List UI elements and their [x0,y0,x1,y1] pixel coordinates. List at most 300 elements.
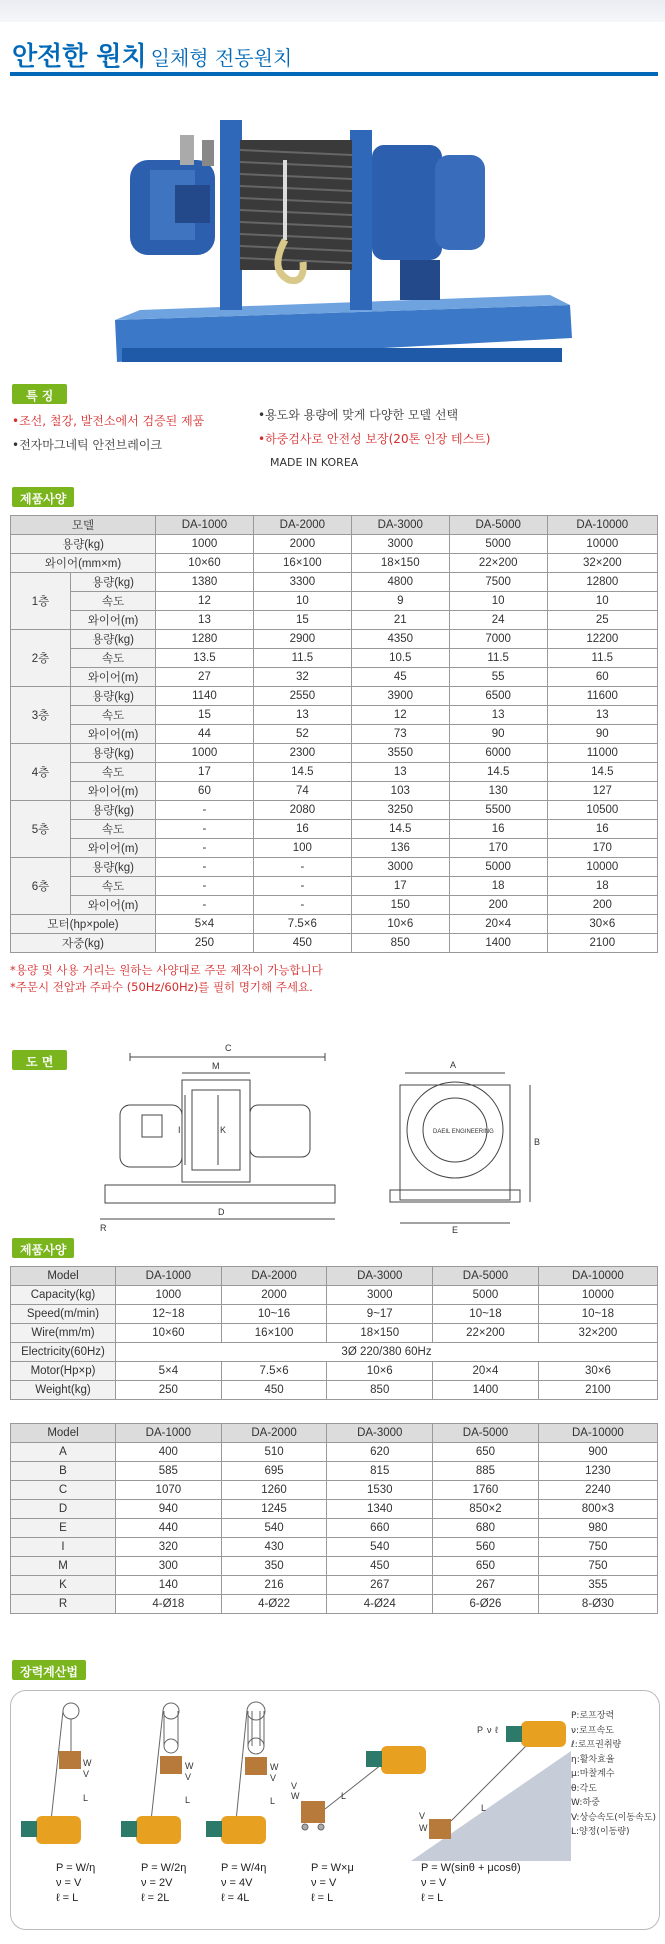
row-label: I [11,1538,116,1557]
spec1-note-1: *용량 및 사용 거리는 원하는 사양대로 주문 제작이 가능합니다 [10,963,323,977]
table-header-cell: DA-2000 [221,1424,327,1443]
drawing-label-r: R [100,1223,107,1233]
table-cell: 900 [538,1443,657,1462]
table-cell: 6000 [449,744,547,763]
table-row [11,1557,658,1576]
table-cell: 430 [221,1538,327,1557]
table-row [11,839,658,858]
table-cell: 3550 [351,744,449,763]
table-cell: 5×4 [116,1362,222,1381]
table-cell: 1760 [433,1481,539,1500]
table-row [11,1324,658,1343]
table-cell: 4350 [351,630,449,649]
table-cell: 10×60 [156,554,254,573]
table-cell: 18 [547,877,657,896]
table-cell: 267 [433,1576,539,1595]
drawing-label-e: E [452,1225,459,1235]
table-cell: - [156,877,254,896]
spec2-tag: 제품사양 [12,1238,74,1258]
formula-2: P = W/2η ν = 2V ℓ = 2L [141,1862,187,1904]
table-row [11,820,658,839]
table-cell: 510 [221,1443,327,1462]
table-row [11,1576,658,1595]
table-cell: - [156,858,254,877]
table-cell: 10 [547,592,657,611]
row-label: Motor(Hp×p) [11,1362,116,1381]
layer-label: 3층 [11,687,71,744]
table-header-cell: DA-2000 [253,516,351,535]
table-row [11,1362,658,1381]
table-cell: 9 [351,592,449,611]
table-row [11,611,658,630]
table-cell: 10 [449,592,547,611]
table-cell: 200 [547,896,657,915]
table-cell: 400 [116,1443,222,1462]
row-label: K [11,1576,116,1595]
table-header-cell: DA-1000 [156,516,254,535]
table-cell: 2080 [253,801,351,820]
row-label: Weight(kg) [11,1381,116,1400]
table-cell: 3000 [351,535,449,554]
table-cell: 885 [433,1462,539,1481]
row-label: 용량(kg) [71,573,156,592]
table-row [11,896,658,915]
table-cell: 90 [547,725,657,744]
table-header-row [11,1267,658,1286]
table-cell: 13 [351,763,449,782]
table-header-cell: DA-10000 [538,1424,657,1443]
calc-label-p5: P [477,1725,484,1735]
table-cell: 10~18 [433,1305,539,1324]
row-label: 용량(kg) [71,687,156,706]
table-cell: 450 [221,1381,327,1400]
table-header-cell: DA-5000 [433,1267,539,1286]
table-cell: 650 [433,1443,539,1462]
table-cell: 2100 [538,1381,657,1400]
table-cell: 103 [351,782,449,801]
table-cell: 680 [433,1519,539,1538]
table-cell: 1070 [116,1481,222,1500]
table-row [11,1381,658,1400]
table-row [11,535,658,554]
calc-label-l5: L [481,1803,487,1813]
table-row [11,573,658,592]
row-label: E [11,1519,116,1538]
table-cell: 216 [221,1576,327,1595]
table-header-cell: DA-3000 [327,1424,433,1443]
drawing-label-b: B [534,1137,541,1147]
row-label: 속도 [71,820,156,839]
table-cell: 940 [116,1500,222,1519]
table-cell: 10×6 [351,915,449,934]
table-row [11,630,658,649]
table-cell: 52 [253,725,351,744]
row-label: 속도 [71,706,156,725]
table-cell: 1000 [116,1286,222,1305]
calc-label-l4: L [341,1791,347,1801]
table-row [11,782,658,801]
row-label: 속도 [71,763,156,782]
drawing-label-i: I [178,1125,181,1135]
table-cell: 150 [351,896,449,915]
dimension-table [10,1423,658,1614]
table-cell: 12200 [547,630,657,649]
table-cell: 32×200 [547,554,657,573]
table-cell: 2100 [547,934,657,953]
table-cell: 560 [433,1538,539,1557]
table-cell: 1260 [221,1481,327,1500]
table-cell: 170 [547,839,657,858]
table-cell: - [253,877,351,896]
table-row [11,554,658,573]
top-decor-bar [0,0,665,22]
table-cell: 585 [116,1462,222,1481]
table-cell: 1230 [538,1462,657,1481]
row-label: 용량(kg) [71,858,156,877]
spec-table-korean [10,515,658,953]
table-cell: 12 [351,706,449,725]
row-label: 자중(kg) [11,934,156,953]
feature-item-1: •조선, 철강, 발전소에서 검증된 제품 [12,414,205,428]
table-header-cell: Model [11,1267,116,1286]
table-cell: 25 [547,611,657,630]
table-cell: 10~18 [538,1305,657,1324]
table-row [11,1595,658,1614]
table-cell: 800×3 [538,1500,657,1519]
table-cell: 15 [253,611,351,630]
row-label: 와이어(m) [71,782,156,801]
table-cell: 22×200 [433,1324,539,1343]
calc-label-v5: V [419,1811,426,1821]
row-label: 와이어(m) [71,839,156,858]
layer-label: 4층 [11,744,71,801]
table-row [11,763,658,782]
dimension-drawing [100,1035,570,1235]
table-row [11,592,658,611]
table-cell: 22×200 [449,554,547,573]
table-cell: 2000 [221,1286,327,1305]
table-cell: 540 [221,1519,327,1538]
table-row [11,915,658,934]
table-cell: 13 [449,706,547,725]
table-cell: 24 [449,611,547,630]
table-cell: 450 [327,1557,433,1576]
table-cell: 4-Ø22 [221,1595,327,1614]
table-cell: 16 [253,820,351,839]
table-cell: 12~18 [116,1305,222,1324]
table-cell: - [253,896,351,915]
layer-label: 1층 [11,573,71,630]
drawing-label-k: K [220,1125,227,1135]
drawing-logo-text: DAEIL ENGINEERING [433,1129,494,1135]
table-cell: 30×6 [547,915,657,934]
drawing-label-m: M [212,1061,220,1071]
table-cell: 815 [327,1462,433,1481]
row-label: 와이어(m) [71,896,156,915]
table-cell: 2550 [253,687,351,706]
drawing-label-a: A [450,1060,457,1070]
table-header-cell: DA-5000 [433,1424,539,1443]
table-cell: 18×150 [351,554,449,573]
table-cell: 7500 [449,573,547,592]
layer-label: 6층 [11,858,71,915]
made-in-label: MADE IN KOREA [270,456,359,469]
formula-3: P = W/4η ν = 4V ℓ = 4L [221,1862,267,1904]
table-cell: 12 [156,592,254,611]
row-label: A [11,1443,116,1462]
calc-label-w5: W [419,1823,428,1833]
calc-label-nu5: ν [487,1725,492,1735]
table-cell: 1000 [156,744,254,763]
calc-tag: 장력계산법 [12,1660,86,1680]
table-cell: 73 [351,725,449,744]
spec1-tag: 제품사양 [12,487,74,507]
table-cell: 12800 [547,573,657,592]
table-cell: - [156,839,254,858]
table-cell: 7.5×6 [253,915,351,934]
layer-label: 5층 [11,801,71,858]
calc-label-v1: V [83,1769,90,1779]
table-cell: 850×2 [433,1500,539,1519]
table-header-cell: 모델 [11,516,156,535]
table-cell: 440 [116,1519,222,1538]
table-cell: 250 [116,1381,222,1400]
table-row [11,706,658,725]
table-cell: 4-Ø18 [116,1595,222,1614]
feature-item-4: •하중검사로 안전성 보장(20톤 인장 테스트) [258,432,491,446]
table-cell: 3000 [327,1286,433,1305]
title-underline [10,72,658,76]
table-cell: 300 [116,1557,222,1576]
table-cell: 14.5 [547,763,657,782]
table-cell: 650 [433,1557,539,1576]
row-label: 속도 [71,649,156,668]
calc-label-v3: V [270,1773,277,1783]
table-header-row [11,516,658,535]
calc-label-l3: L [270,1796,276,1806]
row-label: M [11,1557,116,1576]
table-cell: 20×4 [449,915,547,934]
table-cell: 10~16 [221,1305,327,1324]
table-cell: 450 [253,934,351,953]
table-cell: 16 [449,820,547,839]
table-cell: - [156,820,254,839]
table-cell: 14.5 [253,763,351,782]
table-cell: 10 [253,592,351,611]
table-cell: - [253,858,351,877]
table-cell: 5500 [449,801,547,820]
table-row [11,649,658,668]
table-row [11,668,658,687]
table-cell: - [156,896,254,915]
table-cell: 74 [253,782,351,801]
table-cell: 1340 [327,1500,433,1519]
table-cell: 16 [547,820,657,839]
row-label: 모터(hp×pole) [11,915,156,934]
table-cell: 3900 [351,687,449,706]
row-label: 용량(kg) [11,535,156,554]
table-cell: 7000 [449,630,547,649]
table-cell: 850 [327,1381,433,1400]
spec-table-english [10,1266,658,1400]
table-row [11,1481,658,1500]
table-row [11,1462,658,1481]
calc-label-v4: V [291,1781,298,1791]
table-cell: 1140 [156,687,254,706]
row-label: 와이어(m) [71,725,156,744]
table-cell: 320 [116,1538,222,1557]
calc-label-w3: W [270,1762,279,1772]
calc-label-w1: W [83,1758,92,1768]
table-cell: 1245 [221,1500,327,1519]
table-cell: 140 [116,1576,222,1595]
table-cell: 10500 [547,801,657,820]
table-cell: 11.5 [547,649,657,668]
table-cell: 4-Ø24 [327,1595,433,1614]
table-cell: 170 [449,839,547,858]
table-cell: 20×4 [433,1362,539,1381]
table-cell: 1000 [156,535,254,554]
table-header-cell: DA-10000 [547,516,657,535]
table-cell: 60 [156,782,254,801]
table-cell: 14.5 [449,763,547,782]
calc-legend: P:로프장력 ν:로프속도 ℓ:로프권취량 η:활차효율 μ:마찰계수 θ:각도 W:하중 V:상승속도(이동속도) L:양정(이동량) [571,1711,657,1837]
row-label: C [11,1481,116,1500]
table-cell: 60 [547,668,657,687]
table-row [11,801,658,820]
table-cell: 15 [156,706,254,725]
table-cell: 90 [449,725,547,744]
table-cell: 3000 [351,858,449,877]
table-cell: 18×150 [327,1324,433,1343]
table-cell: 200 [449,896,547,915]
table-cell: 620 [327,1443,433,1462]
calc-label-w4: W [291,1791,300,1801]
table-cell: 55 [449,668,547,687]
drawing-label-c: C [225,1043,232,1053]
table-cell: 32 [253,668,351,687]
table-cell: 16×100 [253,554,351,573]
tension-calc-panel [10,1690,660,1930]
table-header-cell: DA-1000 [116,1424,222,1443]
table-cell: 11.5 [449,649,547,668]
table-cell: 11600 [547,687,657,706]
table-cell: 1400 [449,934,547,953]
table-cell: 1400 [433,1381,539,1400]
table-cell: 17 [351,877,449,896]
table-cell: - [156,801,254,820]
calc-label-l2: L [185,1795,191,1805]
table-cell: 850 [351,934,449,953]
calc-label-l1: L [83,1793,89,1803]
row-label: 용량(kg) [71,744,156,763]
row-label: 와이어(mm×m) [11,554,156,573]
table-cell: 267 [327,1576,433,1595]
table-row [11,687,658,706]
table-cell: 1530 [327,1481,433,1500]
table-cell: 10000 [538,1286,657,1305]
table-cell: 540 [327,1538,433,1557]
row-label: R [11,1595,116,1614]
table-cell: 130 [449,782,547,801]
page-title [12,36,292,70]
table-header-cell: DA-10000 [538,1267,657,1286]
table-cell: 10000 [547,535,657,554]
drawing-label-d: D [218,1207,225,1217]
table-cell: 350 [221,1557,327,1576]
row-label: 와이어(m) [71,611,156,630]
table-cell: 695 [221,1462,327,1481]
table-cell: 27 [156,668,254,687]
table-cell: 250 [156,934,254,953]
table-cell: 100 [253,839,351,858]
row-label: 용량(kg) [71,630,156,649]
table-row [11,858,658,877]
table-header-row [11,1424,658,1443]
table-cell: 10.5 [351,649,449,668]
row-label: Speed(m/min) [11,1305,116,1324]
title-sub: 일체형 전동원치 [150,46,293,70]
table-header-cell: DA-1000 [116,1267,222,1286]
table-cell: 2900 [253,630,351,649]
table-row [11,877,658,896]
row-label: B [11,1462,116,1481]
table-cell: 10×60 [116,1324,222,1343]
formula-4: P = W×μ ν = V ℓ = L [311,1862,354,1904]
table-header-cell: DA-3000 [351,516,449,535]
table-row [11,744,658,763]
table-cell: 2240 [538,1481,657,1500]
table-header-cell: DA-5000 [449,516,547,535]
features-tag: 특 징 [12,384,67,404]
row-label: 속도 [71,877,156,896]
table-cell: 5×4 [156,915,254,934]
table-cell: 3300 [253,573,351,592]
table-row [11,1443,658,1462]
table-cell: 32×200 [538,1324,657,1343]
title-main: 안전한 원치 [12,42,147,72]
table-row [11,1519,658,1538]
table-cell: 13.5 [156,649,254,668]
table-header-cell: DA-3000 [327,1267,433,1286]
table-row [11,1538,658,1557]
table-cell: 30×6 [538,1362,657,1381]
table-cell: 11.5 [253,649,351,668]
table-header-cell: DA-2000 [221,1267,327,1286]
table-row [11,1343,658,1362]
table-cell: 13 [253,706,351,725]
table-cell: 5000 [449,858,547,877]
row-label: Capacity(kg) [11,1286,116,1305]
winch-product-image [110,100,580,380]
row-label: 와이어(m) [71,668,156,687]
row-label: Wire(mm/m) [11,1324,116,1343]
row-label: D [11,1500,116,1519]
table-cell: 10×6 [327,1362,433,1381]
table-cell: 5000 [433,1286,539,1305]
layer-label: 2층 [11,630,71,687]
table-cell: 44 [156,725,254,744]
table-cell: 7.5×6 [221,1362,327,1381]
table-cell: 660 [327,1519,433,1538]
formula-1: P = W/η ν = V ℓ = L [56,1862,96,1904]
table-cell: 1380 [156,573,254,592]
calc-label-w2: W [185,1761,194,1771]
table-cell: 2300 [253,744,351,763]
table-cell: 3250 [351,801,449,820]
table-cell: 136 [351,839,449,858]
table-cell: 10000 [547,858,657,877]
